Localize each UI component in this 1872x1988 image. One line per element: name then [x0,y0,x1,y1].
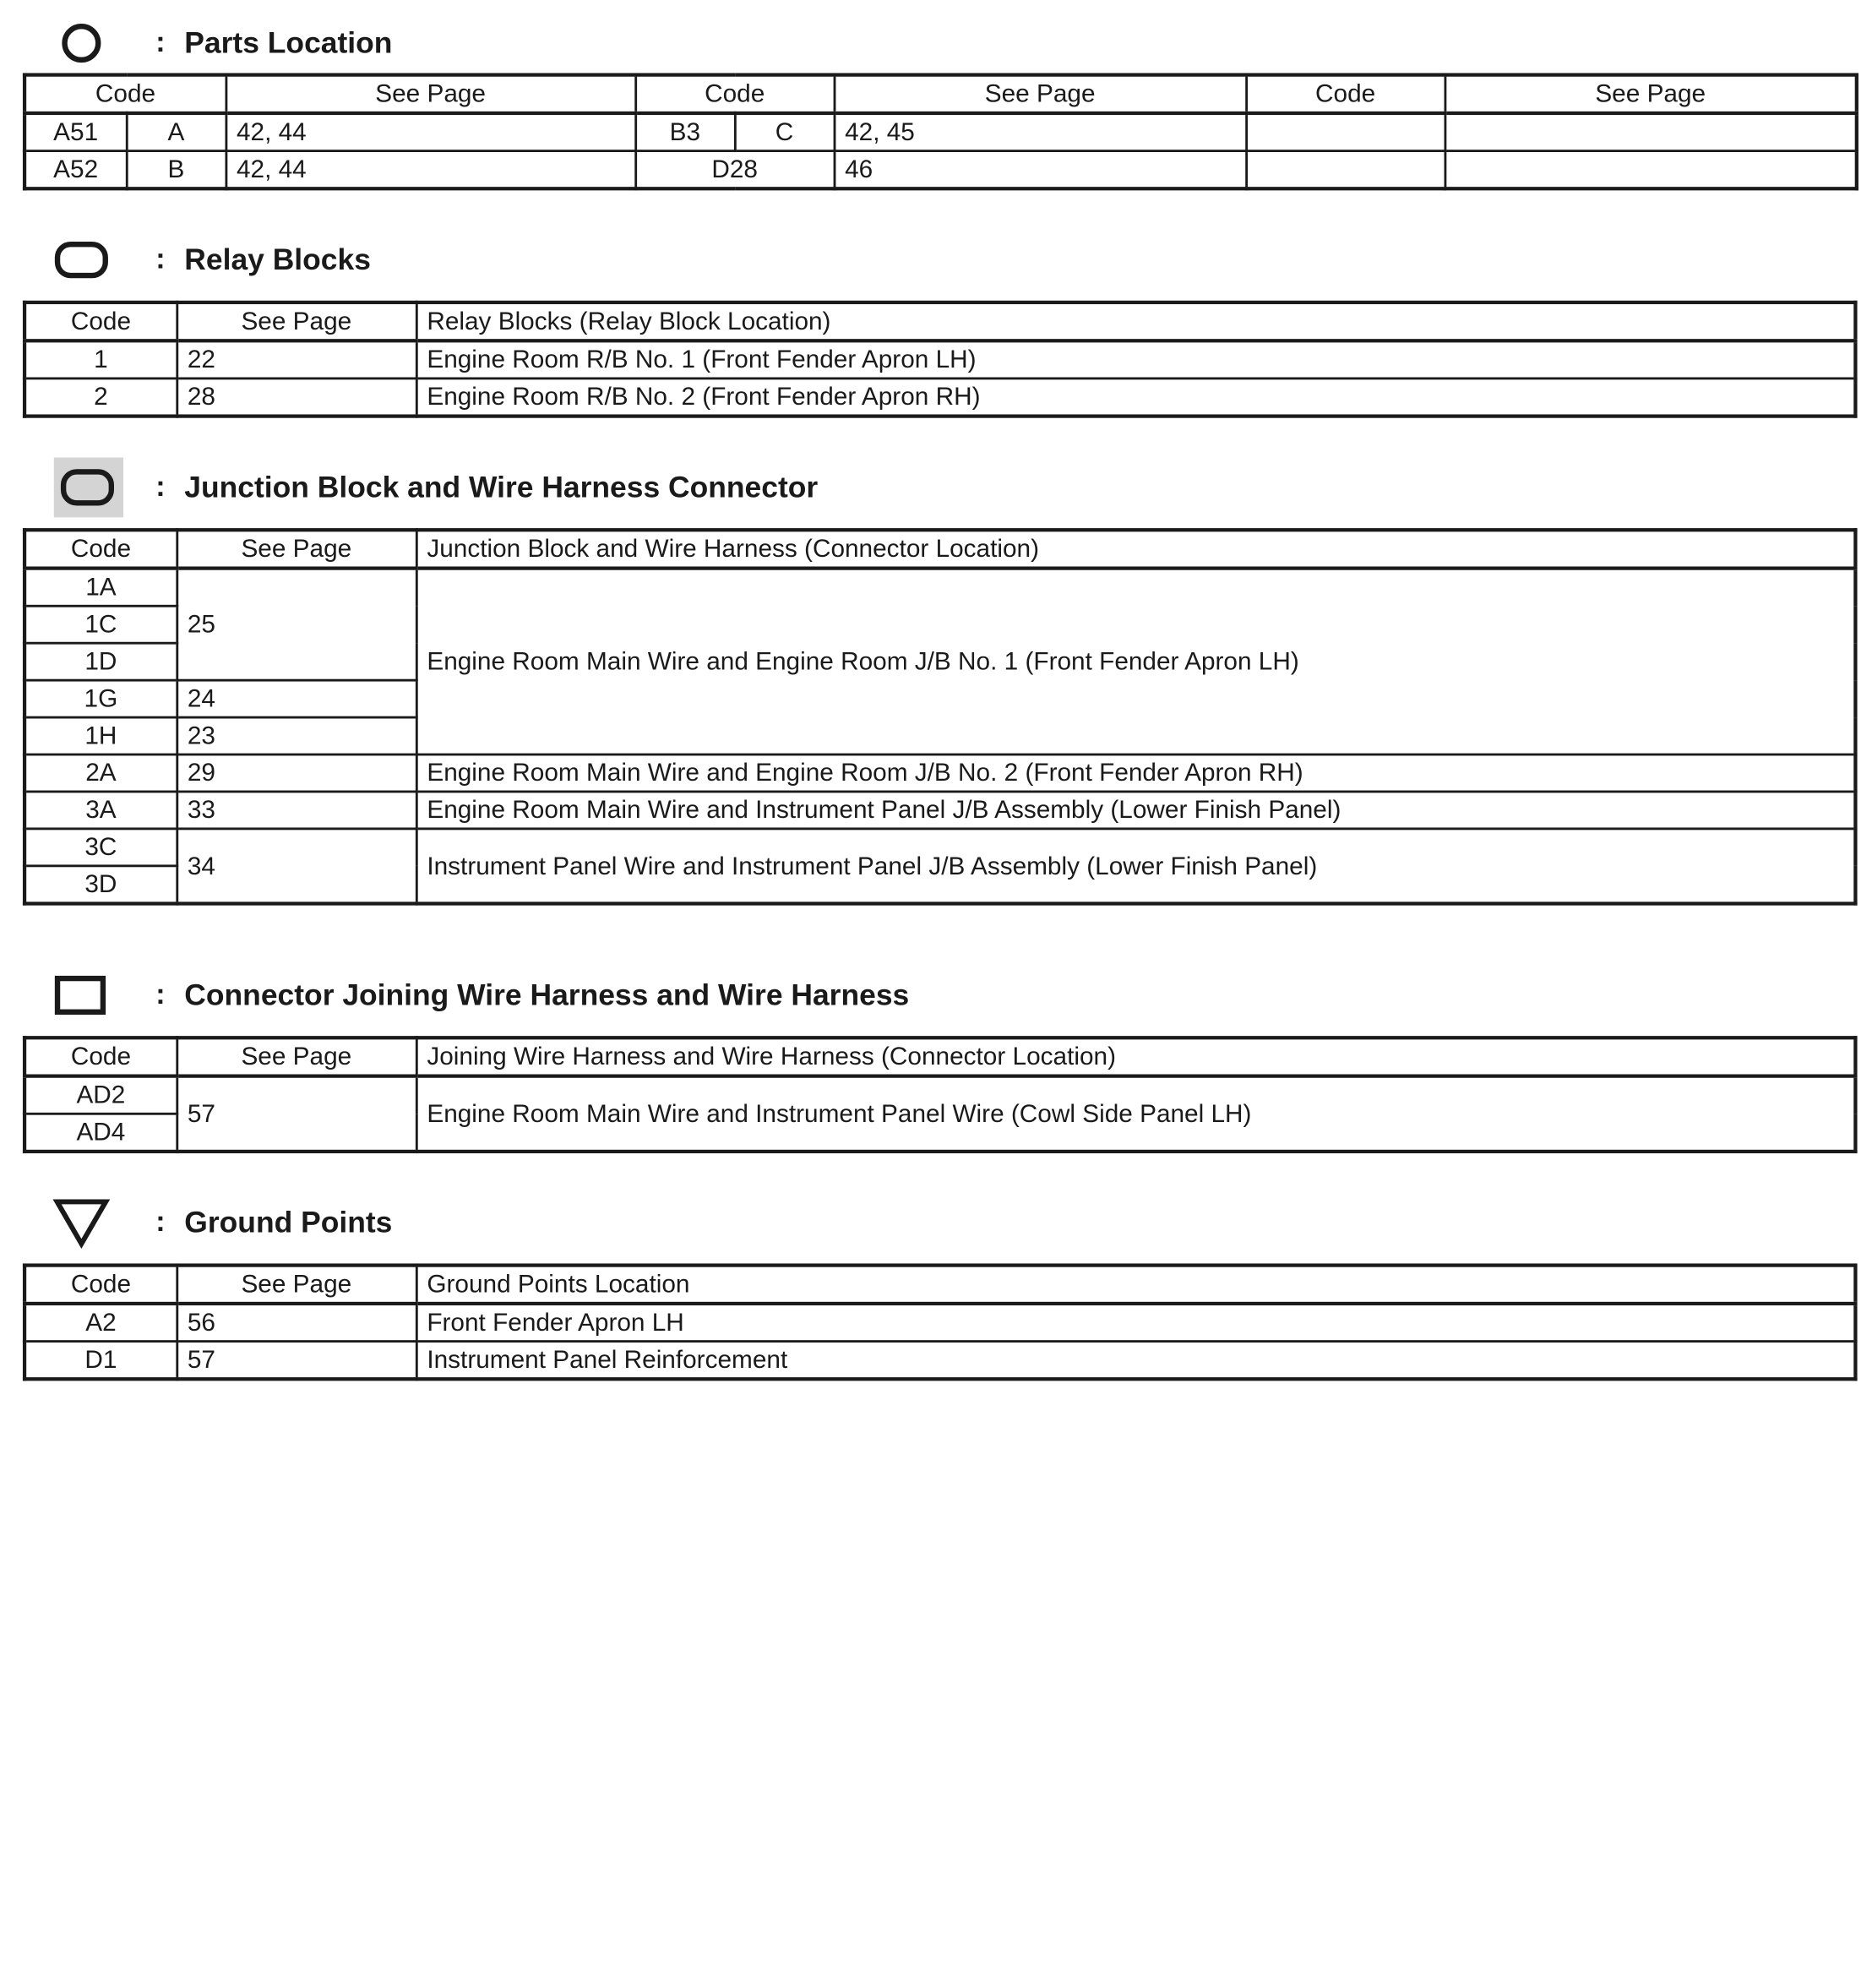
header-cell: Relay Blocks (Relay Block Location) [416,302,1856,340]
page-cell: 42, 44 [226,151,635,189]
code-cell: B3 [635,113,735,151]
page-cell: 28 [177,379,416,417]
table-row [24,340,1855,379]
heading-colon: : [155,1206,166,1239]
heading-colon: : [155,26,166,59]
connector-joining-table [23,1036,1858,1153]
code-cell: D28 [635,151,834,189]
code-cell: 1D [24,643,177,680]
sub-code-cell: C [735,113,835,151]
junction-block-heading [52,459,818,516]
circle-icon [52,14,110,72]
code-cell: 2A [24,754,177,792]
page-cell: 42, 45 [834,113,1246,151]
header-cell: Joining Wire Harness and Wire Harness (Connector Location) [416,1038,1856,1076]
code-cell: AD4 [24,1114,177,1152]
header-cell: See Page [177,530,416,568]
table-row [24,754,1855,792]
relay-blocks-heading [52,231,371,289]
table-row [24,113,1857,151]
header-cell: Code [24,1038,177,1076]
table-header-row [24,530,1855,568]
code-cell: 1C [24,606,177,643]
page-cell: 46 [834,151,1246,189]
table-row [24,792,1855,829]
code-cell: 3D [24,866,177,904]
location-cell: Instrument Panel Reinforcement [416,1342,1856,1380]
code-cell: 1H [24,717,177,754]
heading-colon: : [155,471,166,504]
location-cell: Engine Room Main Wire and Engine Room J/B No. 1 (Front Fender Apron LH) [416,569,1856,754]
table-row [24,379,1855,417]
location-cell: Engine Room R/B No. 1 (Front Fender Apron LH) [416,340,1856,379]
header-cell: Code [24,1266,177,1304]
code-cell: 1G [24,680,177,717]
page-cell: 56 [177,1304,416,1342]
table-header-row [24,1266,1855,1304]
page-cell: 23 [177,717,416,754]
table-row [24,1076,1855,1114]
location-cell: Instrument Panel Wire and Instrument Panel J/B Assembly (Lower Finish Panel) [416,829,1856,904]
location-cell: Front Fender Apron LH [416,1304,1856,1342]
table-row [24,829,1855,866]
header-cell: See Page [177,302,416,340]
page-cell: 33 [177,792,416,829]
table-header-row [24,1038,1855,1076]
code-cell: 3C [24,829,177,866]
rounded-rect-icon [52,231,110,289]
junction-block-table [23,528,1858,906]
heading-colon: : [155,242,166,276]
sub-code-cell: A [127,113,226,151]
header-cell: Code [24,75,226,113]
location-cell: Engine Room Main Wire and Instrument Panel Wire (Cowl Side Panel LH) [416,1076,1856,1152]
header-cell: See Page [834,75,1246,113]
header-cell: Ground Points Location [416,1266,1856,1304]
header-cell: See Page [226,75,635,113]
code-cell: 3A [24,792,177,829]
code-cell: A2 [24,1304,177,1342]
heading-colon: : [155,978,166,1011]
table-row [24,151,1857,189]
ground-points-title: Ground Points [184,1205,393,1239]
page-cell: 29 [177,754,416,792]
location-cell: Engine Room Main Wire and Engine Room J/B No. 2 (Front Fender Apron RH) [416,754,1856,792]
code-cell: 2 [24,379,177,417]
relay-blocks-table [23,301,1858,418]
code-cell: 1 [24,340,177,379]
ground-points-heading [52,1194,392,1251]
page-cell: 22 [177,340,416,379]
parts-location-heading [52,14,392,72]
page-cell: 24 [177,680,416,717]
code-cell: A52 [24,151,126,189]
table-row [24,1304,1855,1342]
header-cell: See Page [177,1038,416,1076]
page-cell: 25 [177,569,416,681]
header-cell: Code [24,302,177,340]
square-icon [52,967,110,1024]
page-cell: 57 [177,1342,416,1380]
junction-block-title: Junction Block and Wire Harness Connector [184,470,819,504]
code-cell: AD2 [24,1076,177,1114]
table-header-row [24,302,1855,340]
header-cell: Junction Block and Wire Harness (Connector Location) [416,530,1856,568]
connector-joining-title: Connector Joining Wire Harness and Wire Harness [184,978,910,1012]
header-cell: Code [635,75,834,113]
location-cell: Engine Room R/B No. 2 (Front Fender Apron RH) [416,379,1856,417]
page-cell: 34 [177,829,416,904]
page-cell: 42, 44 [226,113,635,151]
ground-points-table [23,1263,1858,1381]
location-cell: Engine Room Main Wire and Instrument Panel J/B Assembly (Lower Finish Panel) [416,792,1856,829]
header-cell: See Page [1445,75,1857,113]
header-cell: Code [1246,75,1445,113]
parts-location-title: Parts Location [184,25,393,60]
header-cell: Code [24,530,177,568]
empty-cell [1445,113,1857,151]
table-header-row [24,75,1857,113]
parts-location-table [23,73,1858,190]
table-row [24,1342,1855,1380]
relay-blocks-title: Relay Blocks [184,242,371,276]
shaded-rounded-rect-icon [57,459,117,516]
empty-cell [1246,151,1445,189]
code-cell: A51 [24,113,126,151]
header-cell: See Page [177,1266,416,1304]
table-row [24,569,1855,607]
connector-joining-heading [52,967,909,1024]
page-cell: 57 [177,1076,416,1152]
triangle-down-icon [52,1194,110,1251]
code-cell: D1 [24,1342,177,1380]
sub-code-cell: B [127,151,226,189]
empty-cell [1445,151,1857,189]
empty-cell [1246,113,1445,151]
code-cell: 1A [24,569,177,607]
